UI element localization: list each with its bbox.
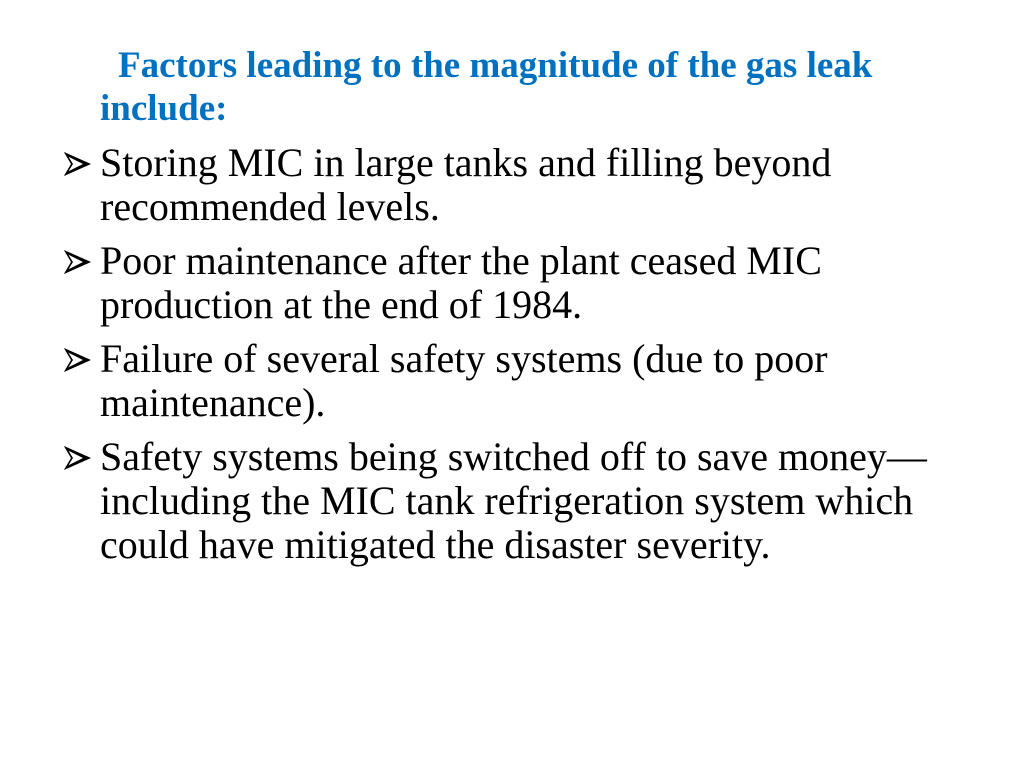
bullet-list <box>60 141 970 577</box>
arrowhead-bullet-icon <box>62 249 94 275</box>
bullet-item <box>60 337 970 425</box>
bullet-text: Storing MIC in large tanks and filling beyond recommended levels. <box>100 140 832 229</box>
slide-heading: Factors leading to the magnitude of the gas leak include: <box>100 45 873 129</box>
bullet-item <box>60 435 970 567</box>
arrowhead-bullet-icon <box>62 445 94 471</box>
arrowhead-bullet-icon <box>62 347 94 373</box>
arrowhead-bullet-icon <box>62 151 94 177</box>
bullet-text: Safety systems being switched off to save money—including the MIC tank refrigeration system which could have mitigated the disaster severity. <box>100 434 927 567</box>
bullet-text: Poor maintenance after the plant ceased MIC production at the end of 1984. <box>100 238 822 327</box>
bullet-item <box>60 141 970 229</box>
bullet-text: Failure of several safety systems (due to poor maintenance). <box>100 336 828 425</box>
bullet-item <box>60 239 970 327</box>
